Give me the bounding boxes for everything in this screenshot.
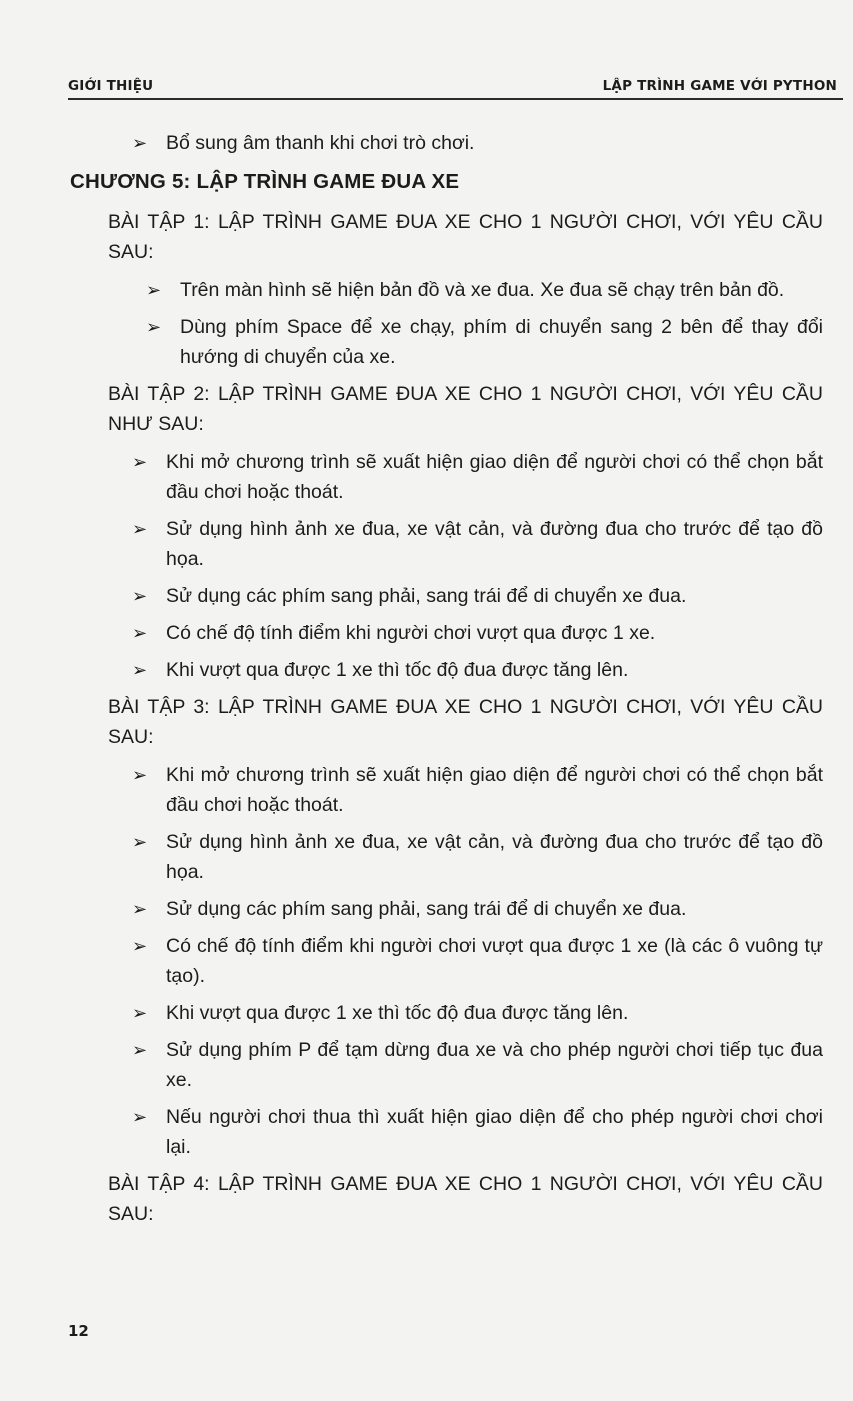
arrow-bullet-icon: ➢ [132,133,148,153]
list-item-text: Khi mở chương trình sẽ xuất hiện giao diện để người chơi có thể chọn bắt đầu chơi hoặc thoát. [166,451,823,503]
list-item-text: Trên màn hình sẽ hiện bản đồ và xe đua. Xe đua sẽ chạy trên bản đồ. [180,279,785,301]
arrow-bullet-icon: ➢ [132,765,148,785]
list-item-text: Dùng phím Space để xe chạy, phím di chuyển sang 2 bên để thay đổi hướng di chuyển của xe. [180,316,823,368]
list-item [146,275,823,305]
list-item [132,1035,823,1095]
exercise-title: BÀI TẬP 4: LẬP TRÌNH GAME ĐUA XE CHO 1 NGƯỜI CHƠI, VỚI YÊU CẦU SAU: [108,1173,823,1225]
list-item [132,894,823,924]
arrow-bullet-icon: ➢ [132,899,148,919]
arrow-bullet-icon: ➢ [146,317,162,337]
header-left-title: GIỚI THIỆU [68,78,154,94]
arrow-bullet-icon: ➢ [146,280,162,300]
list-item-text: Sử dụng các phím sang phải, sang trái để di chuyển xe đua. [166,585,687,607]
arrow-bullet-icon: ➢ [132,1003,148,1023]
exercise-1 [70,207,843,372]
intro-bullet-text: Bổ sung âm thanh khi chơi trò chơi. [166,132,475,154]
list-item [132,760,823,820]
list-item [132,998,823,1028]
list-item-text: Khi mở chương trình sẽ xuất hiện giao diện để người chơi có thể chọn bắt đầu chơi hoặc thoát. [166,764,823,816]
list-item [132,655,823,685]
running-header [68,76,843,100]
exercise-title: BÀI TẬP 3: LẬP TRÌNH GAME ĐUA XE CHO 1 NGƯỜI CHƠI, VỚI YÊU CẦU SAU: [108,696,823,748]
arrow-bullet-icon: ➢ [132,832,148,852]
list-item [146,312,823,372]
exercise-2 [70,379,843,685]
list-item-text: Có chế độ tính điểm khi người chơi vượt qua được 1 xe (là các ô vuông tự tạo). [166,935,823,987]
arrow-bullet-icon: ➢ [132,936,148,956]
exercise-4 [70,1169,843,1229]
exercise-title: BÀI TẬP 2: LẬP TRÌNH GAME ĐUA XE CHO 1 NGƯỜI CHƠI, VỚI YÊU CẦU NHƯ SAU: [108,383,823,435]
exercise-title: BÀI TẬP 1: LẬP TRÌNH GAME ĐUA XE CHO 1 NGƯỜI CHƠI, VỚI YÊU CẦU SAU: [108,211,823,263]
list-item [132,447,823,507]
intro-bullet-item [132,128,823,158]
list-item-text: Sử dụng các phím sang phải, sang trái để di chuyển xe đua. [166,898,687,920]
list-item [132,514,823,574]
list-item [132,1102,823,1162]
arrow-bullet-icon: ➢ [132,1040,148,1060]
arrow-bullet-icon: ➢ [132,623,148,643]
list-item [132,618,823,648]
list-item-text: Sử dụng hình ảnh xe đua, xe vật cản, và đường đua cho trước để tạo đồ họa. [166,518,823,570]
arrow-bullet-icon: ➢ [132,1107,148,1127]
arrow-bullet-icon: ➢ [132,452,148,472]
arrow-bullet-icon: ➢ [132,586,148,606]
exercise-3 [70,692,843,1162]
chapter-title: CHƯƠNG 5: LẬP TRÌNH GAME ĐUA XE [70,170,460,193]
list-item-text: Khi vượt qua được 1 xe thì tốc độ đua được tăng lên. [166,1002,629,1024]
page-number: 12 [68,1322,89,1340]
arrow-bullet-icon: ➢ [132,519,148,539]
page-body [70,128,843,1237]
list-item [132,931,823,991]
list-item-text: Khi vượt qua được 1 xe thì tốc độ đua được tăng lên. [166,659,629,681]
list-item [132,827,823,887]
list-item-text: Sử dụng phím P để tạm dừng đua xe và cho phép người chơi tiếp tục đua xe. [166,1039,823,1091]
list-item-text: Nếu người chơi thua thì xuất hiện giao diện để cho phép người chơi chơi lại. [166,1106,823,1158]
arrow-bullet-icon: ➢ [132,660,148,680]
list-item [132,581,823,611]
header-right-title: LẬP TRÌNH GAME VỚI PYTHON [602,78,837,94]
list-item-text: Sử dụng hình ảnh xe đua, xe vật cản, và đường đua cho trước để tạo đồ họa. [166,831,823,883]
list-item-text: Có chế độ tính điểm khi người chơi vượt qua được 1 xe. [166,622,656,644]
